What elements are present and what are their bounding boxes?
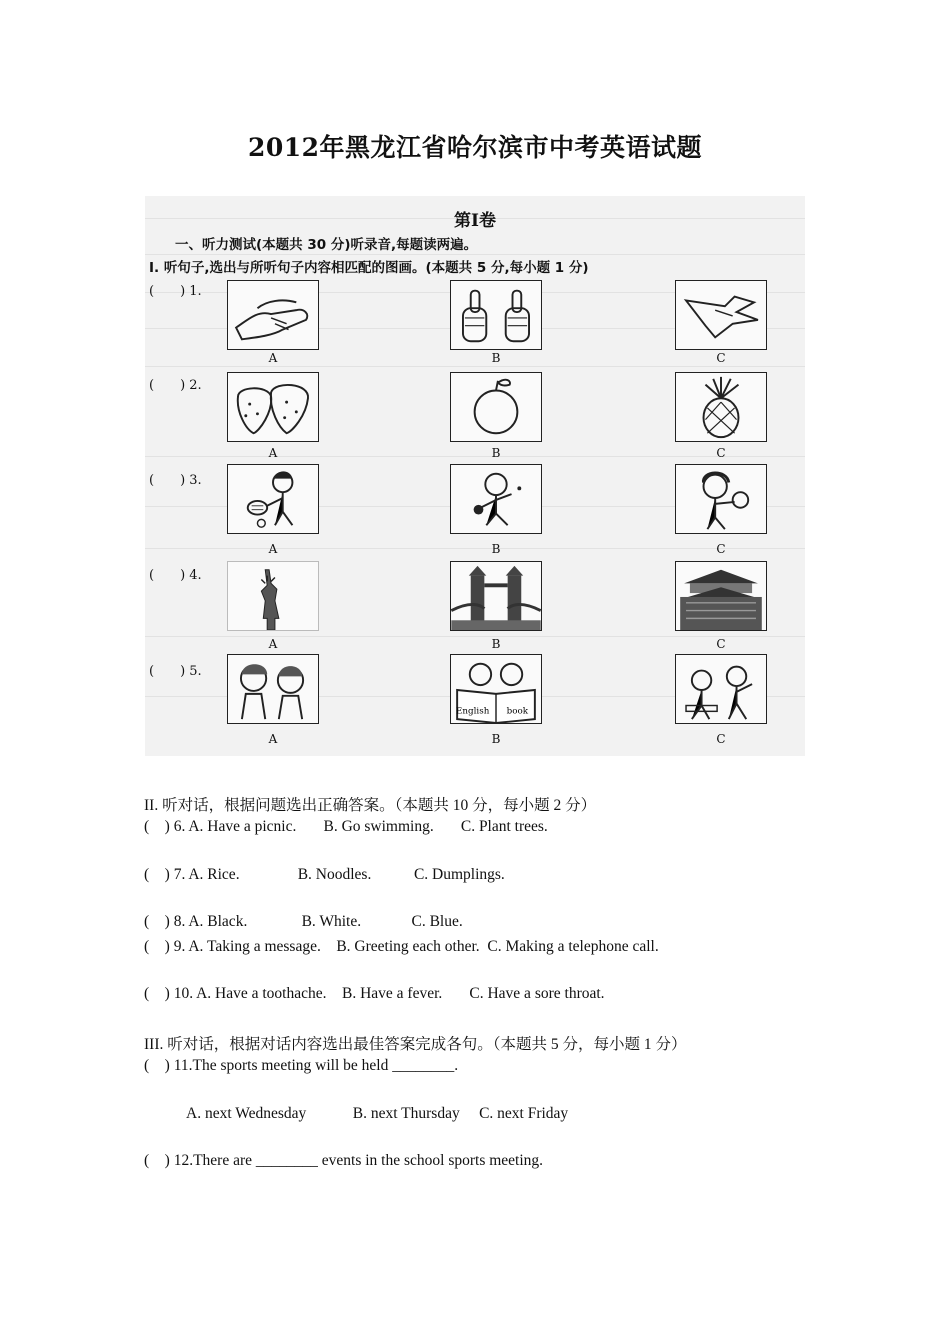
question-5-label: ( ) 5. bbox=[149, 664, 202, 679]
question-4-label: ( ) 4. bbox=[149, 568, 202, 583]
part2-header: II. 听对话，根据问题选出正确答案。（本题共 10 分，每小题 2 分） bbox=[144, 797, 597, 814]
option-label: A bbox=[268, 732, 278, 746]
handshake-picture bbox=[227, 280, 319, 350]
question-1-label: ( ) 1. bbox=[149, 284, 202, 299]
children-talking-picture bbox=[675, 654, 767, 724]
option-label: B bbox=[491, 446, 501, 460]
scan-heading: 第Ⅰ卷 bbox=[454, 211, 496, 231]
option-label: B bbox=[491, 542, 501, 556]
question-6: ( ) 6. A. Have a picnic. B. Go swimming. C. Plant trees. bbox=[144, 818, 548, 835]
question-9: ( ) 9. A. Taking a message. B. Greeting each other. C. Making a telephone call. bbox=[144, 938, 659, 955]
option-label: C bbox=[716, 732, 726, 746]
section1-instruction: 一、听力测试(本题共 30 分)听录音,每题读两遍。 bbox=[175, 237, 478, 253]
book-right-text: book bbox=[506, 706, 529, 717]
ping-pong-girl-picture bbox=[450, 464, 542, 534]
option-label: A bbox=[268, 542, 278, 556]
strawberries-picture bbox=[227, 372, 319, 442]
statue-of-liberty-picture bbox=[227, 561, 319, 631]
book-left-text: English bbox=[456, 706, 490, 717]
question-2-label: ( ) 2. bbox=[149, 378, 202, 393]
option-label: B bbox=[491, 351, 501, 365]
part1-instruction: I. 听句子,选出与所听句子内容相匹配的图画。(本题共 5 分,每小题 1 分) bbox=[149, 260, 589, 276]
option-label: A bbox=[268, 637, 278, 651]
option-label: B bbox=[491, 637, 501, 651]
question-11: ( ) 11.The sports meeting will be held ________. bbox=[144, 1057, 459, 1074]
two-children-picture bbox=[227, 654, 319, 724]
question-12: ( ) 12.There are ________ events in the school sports meeting. bbox=[144, 1152, 544, 1169]
option-label: A bbox=[268, 446, 278, 460]
page-title: 2012年黑龙江省哈尔滨市中考英语试题 bbox=[247, 133, 703, 162]
tiananmen-picture bbox=[675, 561, 767, 631]
option-label: A bbox=[268, 351, 278, 365]
question-10: ( ) 10. A. Have a toothache. B. Have a fever. C. Have a sore throat. bbox=[144, 985, 605, 1002]
question-7: ( ) 7. A. Rice. B. Noodles. C. Dumplings. bbox=[144, 866, 505, 883]
scanned-listening-section bbox=[145, 196, 805, 756]
option-label: B bbox=[491, 732, 501, 746]
girl-with-ball-picture bbox=[675, 464, 767, 534]
thumbs-up-picture bbox=[450, 280, 542, 350]
tennis-girl-picture bbox=[227, 464, 319, 534]
children-reading-book-picture bbox=[450, 654, 542, 724]
option-label: C bbox=[716, 637, 726, 651]
apple-picture bbox=[450, 372, 542, 442]
option-label: C bbox=[716, 446, 726, 460]
part3-header: III. 听对话，根据对话内容选出最佳答案完成各句。（本题共 5 分，每小题 1 分） bbox=[144, 1036, 687, 1053]
pineapple-picture bbox=[675, 372, 767, 442]
pointing-hands-picture bbox=[675, 280, 767, 350]
option-label: C bbox=[716, 542, 726, 556]
tower-bridge-picture bbox=[450, 561, 542, 631]
question-3-label: ( ) 3. bbox=[149, 473, 202, 488]
question-8: ( ) 8. A. Black. B. White. C. Blue. bbox=[144, 913, 463, 930]
question-11-options: A. next Wednesday B. next Thursday C. next Friday bbox=[186, 1105, 569, 1122]
option-label: C bbox=[716, 351, 726, 365]
